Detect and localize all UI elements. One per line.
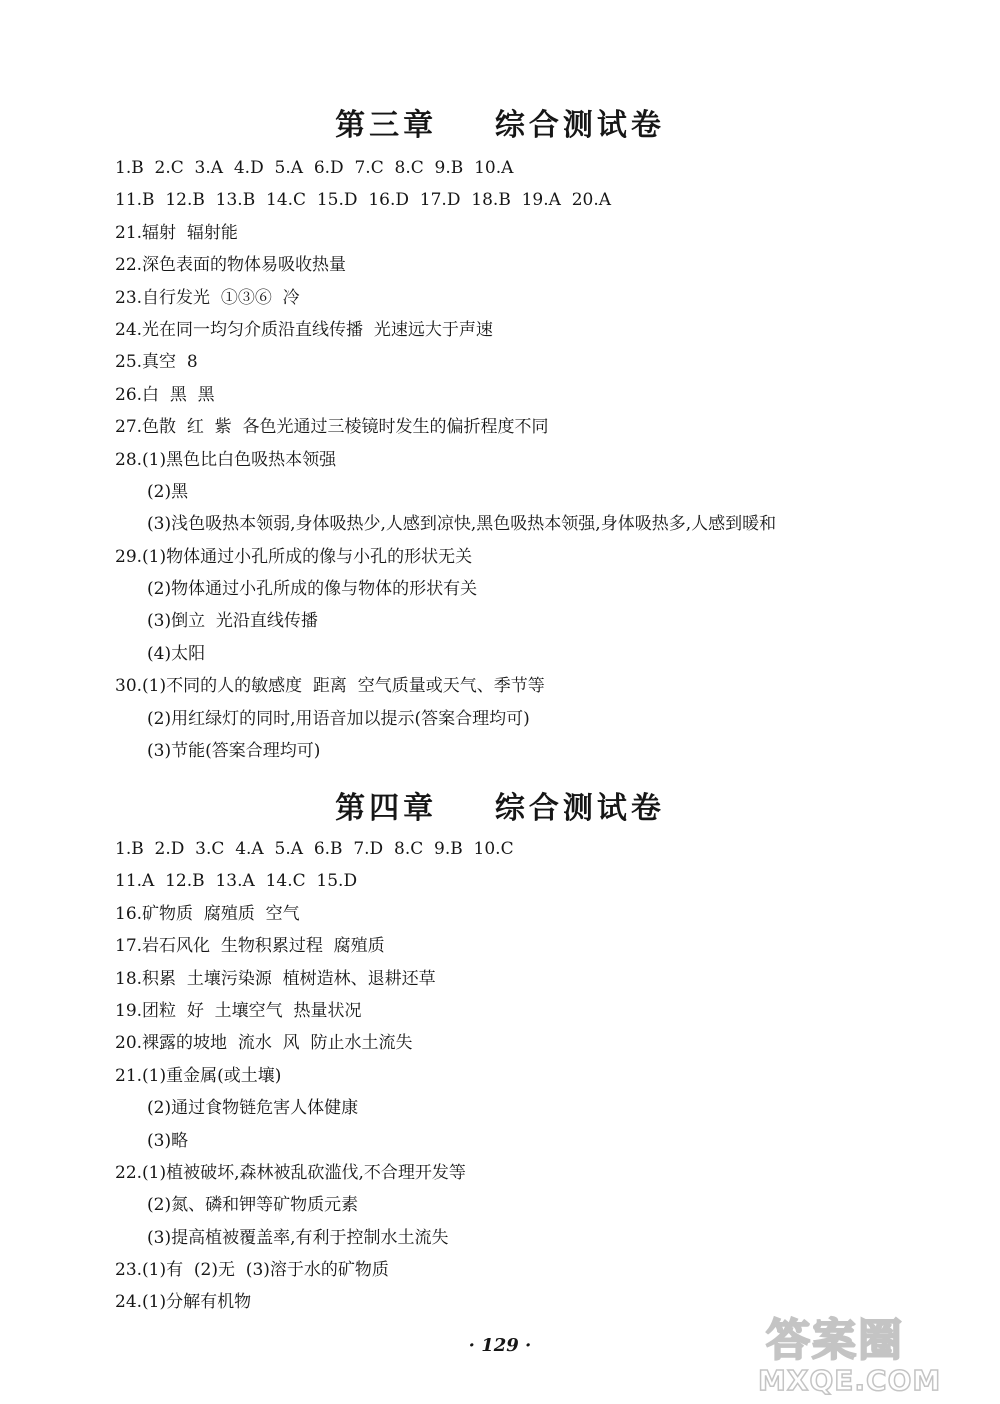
answer-line: 16.矿物质 腐殖质 空气: [115, 903, 300, 924]
answer-line: 26.白 黑 黑: [115, 384, 215, 405]
answer-subline: (3)节能(答案合理均可): [147, 741, 321, 762]
answer-line: 30.(1)不同的人的敏感度 距离 空气质量或天气、季节等: [115, 676, 545, 697]
chapter3-answers: [115, 152, 975, 767]
watermark-bottom-text: MXQE.COM: [758, 1364, 942, 1397]
answer-line: 11.A 12.B 13.A 14.C 15.D: [115, 871, 358, 892]
answer-subline: (2)用红绿灯的同时,用语音加以提示(答案合理均可): [147, 708, 530, 729]
answer-line: 1.B 2.C 3.A 4.D 5.A 6.D 7.C 8.C 9.B 10.A: [115, 158, 514, 178]
answer-line: 29.(1)物体通过小孔所成的像与小孔的形状无关: [115, 546, 473, 567]
answer-line: 17.岩石风化 生物积累过程 腐殖质: [115, 936, 385, 957]
answer-subline: (2)通过食物链危害人体健康: [147, 1098, 359, 1119]
answer-line: 19.团粒 好 土壤空气 热量状况: [115, 1000, 362, 1021]
answer-subline: (2)黑: [147, 481, 189, 502]
answer-subline: (2)氮、磷和钾等矿物质元素: [147, 1195, 359, 1216]
chapter3-title: 第三章 综合测试卷: [335, 108, 665, 143]
answer-subline: (4)太阳: [147, 643, 206, 664]
answer-line: 23.自行发光 ①③⑥ 冷: [115, 287, 300, 308]
chapter4-title: 第四章 综合测试卷: [335, 791, 665, 826]
answer-line: 24.(1)分解有机物: [115, 1292, 252, 1313]
answer-line: 24.光在同一均匀介质沿直线传播 光速远大于声速: [115, 319, 493, 340]
answer-subline: (3)提高植被覆盖率,有利于控制水土流失: [147, 1227, 449, 1248]
answer-line: 25.真空 8: [115, 352, 198, 373]
answer-subline: (2)物体通过小孔所成的像与物体的形状有关: [147, 579, 478, 600]
answer-line: 21.(1)重金属(或土壤): [115, 1065, 282, 1086]
answer-subline: (3)略: [147, 1130, 189, 1151]
answer-subline: (3)倒立 光沿直线传播: [147, 611, 318, 632]
answer-line: 11.B 12.B 13.B 14.C 15.D 16.D 17.D 18.B 19.A 20.A: [115, 190, 612, 211]
answer-line: 20.裸露的坡地 流水 风 防止水土流失: [115, 1033, 413, 1054]
answer-line: 22.(1)植被破坏,森林被乱砍滥伐,不合理开发等: [115, 1162, 466, 1183]
chapter4-answers: [115, 833, 975, 1319]
answer-line: 18.积累 土壤污染源 植树造林、退耕还草: [115, 968, 436, 989]
answer-line: 22.深色表面的物体易吸收热量: [115, 255, 347, 276]
answer-line: 1.B 2.D 3.C 4.A 5.A 6.B 7.D 8.C 9.B 10.C: [115, 839, 514, 859]
answer-line: 23.(1)有 (2)无 (3)溶于水的矿物质: [115, 1260, 389, 1281]
watermark-top-text: 答案圈: [766, 1315, 904, 1366]
answer-line: 27.色散 红 紫 各色光通过三棱镜时发生的偏折程度不同: [115, 417, 549, 438]
answer-line: 28.(1)黑色比白色吸热本领强: [115, 449, 337, 470]
answer-line: 21.辐射 辐射能: [115, 222, 238, 243]
answer-subline: (3)浅色吸热本领弱,身体吸热少,人感到凉快,黑色吸热本领强,身体吸热多,人感到暖和: [147, 514, 777, 535]
page-number: · 129 ·: [468, 1335, 532, 1356]
watermark-logo: [758, 1314, 978, 1398]
